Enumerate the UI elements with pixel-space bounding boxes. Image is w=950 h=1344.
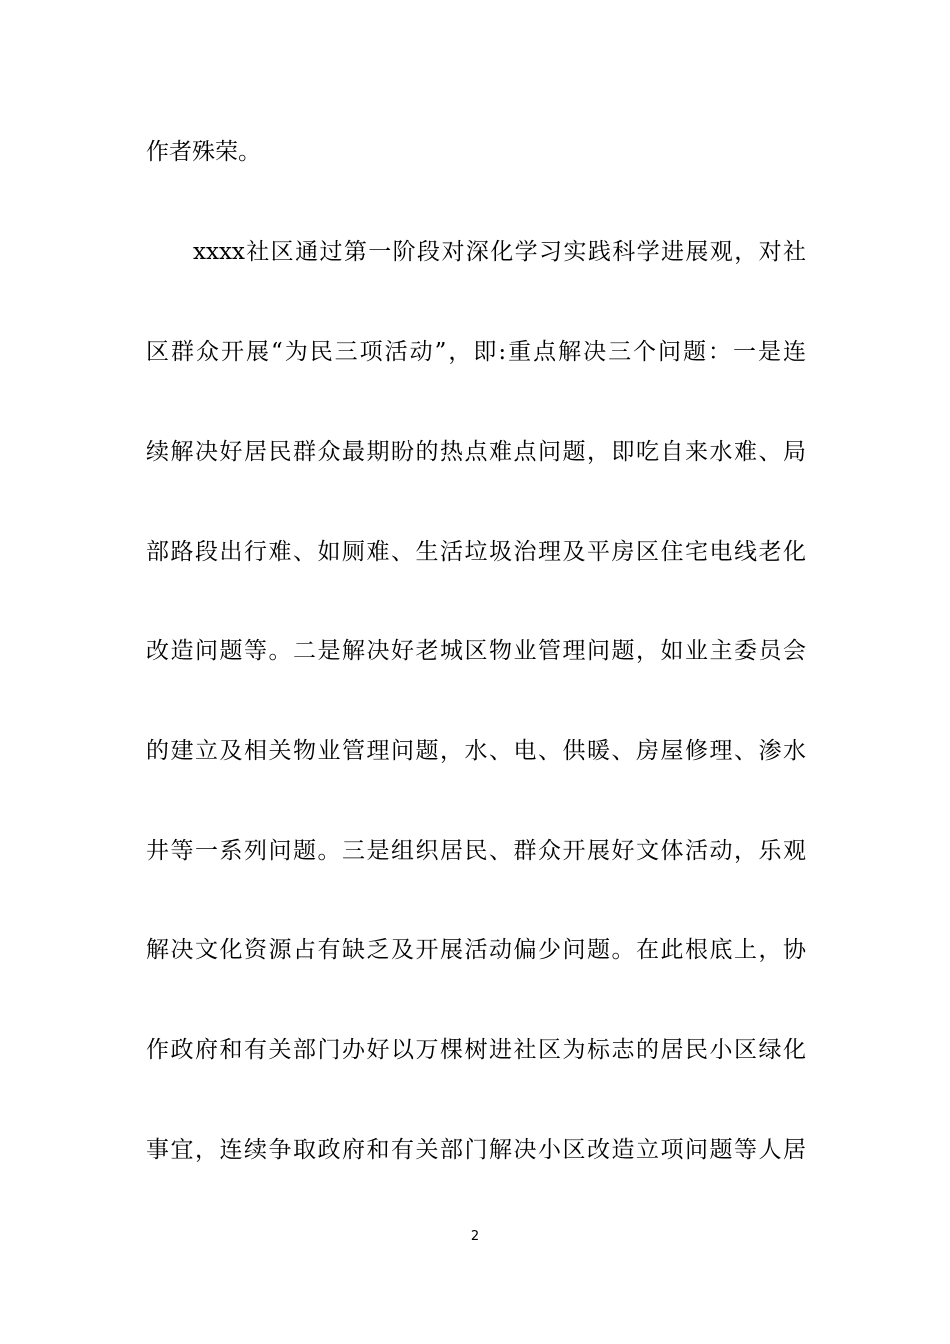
text-line-8: 井等一系列问题。三是组织居民、群众开展好文体活动，乐观	[146, 838, 806, 864]
text-line-6: 改造问题等。二是解决好老城区物业管理问题，如业主委员会	[146, 638, 806, 664]
text-line-5: 部路段出行难、如厕难、生活垃圾治理及平房区住宅电线老化	[146, 539, 806, 565]
page-number: 2	[470, 1229, 480, 1244]
text-line-10: 作政府和有关部门办好以万棵树进社区为标志的居民小区绿化	[146, 1037, 806, 1063]
text-line-1: 作者殊荣。	[146, 139, 261, 165]
text-line-11: 事宜，连续争取政府和有关部门解决小区改造立项问题等人居	[146, 1137, 806, 1163]
text-line-9: 解决文化资源占有缺乏及开展活动偏少问题。在此根底上，协	[146, 937, 806, 963]
text-line-7: 的建立及相关物业管理问题，水、电、供暖、房屋修理、渗水	[146, 738, 806, 764]
paragraph-first-line: xxxx社区通过第一阶段对深化学习实践科学进展观，对社	[193, 239, 806, 265]
text-line-4: 续解决好居民群众最期盼的热点难点问题，即吃自来水难、局	[146, 439, 806, 465]
text-line-3: 区群众开展“为民三项活动”，即:重点解决三个问题：一是连	[146, 339, 806, 365]
